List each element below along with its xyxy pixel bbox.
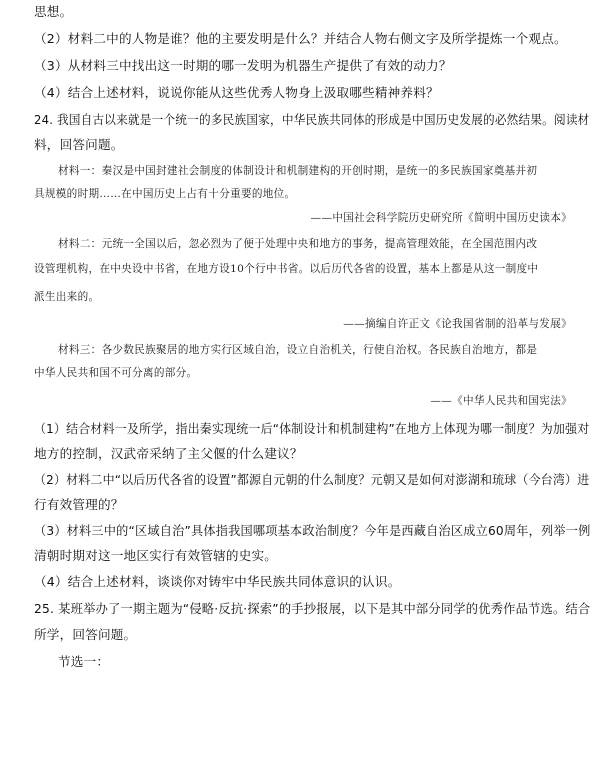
q23-question-2: （2）材料二中的人物是谁？他的主要发明是什么？并结合人物右侧文字及所学提炼一个观点。 [34, 31, 567, 46]
q25-stem-line-1: 25. 某班举办了一期主题为“侵略·反抗·探索”的手抄报展，以下是其中部分同学的优秀作品节选。结合 [34, 601, 591, 616]
q24-question-3-line-2: 清朝时期对这一地区实行有效管辖的史实。 [34, 548, 278, 563]
q24-material-3-line-1: 材料三：各少数民族聚居的地方实行区域自治，设立自治机关，行使自治权。各民族自治地方，都是 [58, 344, 538, 356]
q23-question-3: （3）从材料三中找出这一时期的哪一发明为机器生产提供了有效的动力？ [34, 58, 452, 73]
q24-stem-line-1: 24. 我国自古以来就是一个统一的多民族国家，中华民族共同体的形成是中国历史发展的必然结果。阅读材 [34, 112, 590, 127]
q24-question-2-line-1: （2）材料二中“以后历代各省的设置”都源自元朝的什么制度？元朝又是如何对澎湖和琉球（今台湾）进 [34, 472, 590, 487]
q23-tail-text: 思想。 [34, 4, 73, 19]
q23-question-4: （4）结合上述材料，说说你能从这些优秀人物身上汲取哪些精神养料？ [34, 85, 439, 100]
q24-question-4: （4）结合上述材料，谈谈你对铸牢中华民族共同体意识的认识。 [34, 574, 401, 589]
q25-section-1-label: 节选一： [58, 654, 110, 669]
q24-question-1-line-1: （1）结合材料一及所学，指出秦实现统一后“体制设计和机制建构”在地方上体现为哪一制度？为加强对 [34, 421, 590, 436]
q24-material-3-line-2: 中华人民共和国不可分离的部分。 [34, 367, 198, 379]
q24-question-2-line-2: 行有效管理的？ [34, 497, 124, 512]
q24-material-2-source: ——摘编自许正文《论我国省制的沿革与发展》 [343, 318, 572, 330]
q24-material-1-line-1: 材料一：秦汉是中国封建社会制度的体制设计和机制建构的开创时期，是统一的多民族国家奠基并初 [58, 165, 538, 177]
q24-material-3-source: ——《中华人民共和国宪法》 [430, 395, 572, 407]
q24-material-1-line-2: 具规模的时期……在中国历史上占有十分重要的地位。 [34, 188, 296, 200]
q24-question-3-line-1: （3）材料三中的“区域自治”具体指我国哪项基本政治制度？今年是西藏自治区成立60周年，列举一例 [34, 523, 591, 538]
q24-material-2-line-3: 派生出来的。 [34, 291, 100, 303]
q24-question-1-line-2: 地方的控制，汉武帝采纳了主父偃的什么建议？ [34, 446, 303, 461]
q24-material-2-line-2: 设管理机构，在中央设中书省，在地方设10个行中书省。以后历代各省的设置，基本上都是从这一制度中 [34, 263, 539, 275]
q25-stem-line-2: 所学，回答问题。 [34, 627, 137, 642]
q24-material-2-line-1: 材料二：元统一全国以后，忽必烈为了便于处理中央和地方的事务，提高管理效能，在全国范围内改 [58, 238, 538, 250]
q24-stem-line-2: 料，回答问题。 [34, 137, 124, 152]
q24-material-1-source: ——中国社会科学院历史研究所《简明中国历史读本》 [310, 212, 572, 224]
